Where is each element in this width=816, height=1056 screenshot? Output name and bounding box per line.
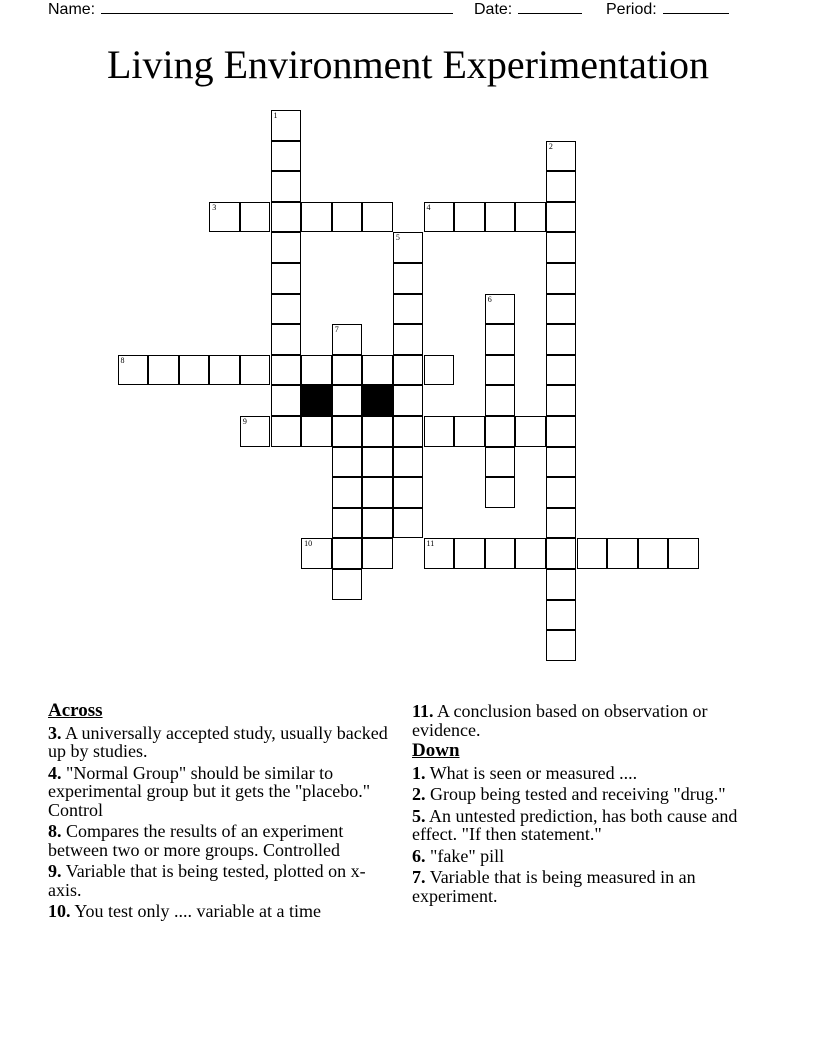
grid-cell[interactable] [546, 263, 577, 294]
grid-cell[interactable] [332, 324, 363, 355]
grid-cell[interactable] [271, 110, 302, 141]
name-label: Name: [48, 1, 96, 18]
grid-cell[interactable] [485, 538, 516, 569]
grid-cell[interactable] [271, 416, 302, 447]
clue-across-8: 8. Compares the results of an experiment between two or more groups. Controlled [48, 821, 344, 860]
clue-number: 8 [120, 355, 125, 365]
grid-cell[interactable] [271, 232, 302, 263]
clue-down-1: 1. What is seen or measured .... [412, 762, 638, 783]
clue-number: 1 [273, 111, 278, 120]
grid-cell[interactable] [424, 416, 455, 447]
grid-cell[interactable] [485, 385, 516, 416]
down-heading: Down [412, 740, 460, 761]
grid-cell[interactable] [393, 477, 424, 508]
grid-cell[interactable] [485, 294, 516, 325]
grid-cell[interactable] [638, 538, 669, 569]
grid-cell[interactable] [454, 538, 485, 569]
clue-number: 3 [212, 202, 217, 212]
grid-cell[interactable] [546, 600, 577, 631]
clue-down-5: 5. An untested prediction, has both cause and effect. "If then statement." [412, 805, 738, 844]
grid-cell[interactable] [393, 294, 424, 325]
grid-cell[interactable] [607, 538, 638, 569]
grid-cell[interactable] [393, 263, 424, 294]
grid-cell[interactable] [546, 630, 577, 661]
grid-cell[interactable] [271, 324, 302, 355]
grid-cell[interactable] [454, 202, 485, 233]
grid-cell[interactable] [362, 508, 393, 539]
period-label: Period: [606, 1, 657, 18]
grid-cell[interactable] [393, 324, 424, 355]
clue-number: 4 [426, 202, 431, 212]
grid-cell[interactable] [240, 355, 271, 386]
clue-across-9: 9. Variable that is being tested, plotted on x-axis. [48, 861, 366, 900]
grid-cell[interactable] [332, 508, 363, 539]
grid-cell[interactable] [546, 416, 577, 447]
grid-cell[interactable] [424, 202, 455, 233]
grid-cell[interactable] [332, 569, 363, 600]
grid-cell[interactable] [271, 294, 302, 325]
grid-cell[interactable] [271, 355, 302, 386]
clue-across-10: 10. You test only .... variable at a time [48, 901, 321, 921]
grid-cell[interactable] [209, 355, 240, 386]
clue-number: 11 [426, 539, 435, 549]
grid-cell[interactable] [332, 355, 363, 386]
grid-cell[interactable] [240, 202, 271, 233]
grid-cell[interactable] [424, 538, 455, 569]
black-square [301, 385, 332, 416]
clue-across-3: 3. A universally accepted study, usually backed up by studies. [48, 722, 388, 761]
grid-cell[interactable] [362, 416, 393, 447]
grid-cell[interactable] [546, 508, 577, 539]
grid-cell[interactable] [546, 202, 577, 233]
grid-cell[interactable] [485, 202, 516, 233]
grid-cell[interactable] [362, 538, 393, 569]
clue-number: 7 [334, 325, 339, 335]
clue-number: 5 [395, 233, 400, 243]
page-title: Living Environment Experimentation [106, 42, 710, 87]
grid-cell[interactable] [301, 355, 332, 386]
clue-down-7: 7. Variable that is being measured in an experiment. [412, 867, 696, 906]
grid-cell[interactable] [301, 202, 332, 233]
clue-number: 10 [304, 539, 313, 549]
clue-down-6: 6. "fake" pill [412, 845, 505, 866]
grid-cell[interactable] [546, 385, 577, 416]
clue-across-11: 11. A conclusion based on observation or evidence. [412, 701, 708, 740]
clue-down-2: 2. Group being tested and receiving "drug." [412, 784, 726, 804]
grid-cell[interactable] [577, 538, 608, 569]
grid-cell[interactable] [301, 538, 332, 569]
date-label: Date: [474, 1, 513, 18]
grid-cell[interactable] [148, 355, 179, 386]
grid-cell[interactable] [362, 202, 393, 233]
grid-cell[interactable] [393, 355, 424, 386]
grid-cell[interactable] [362, 355, 393, 386]
grid-cell[interactable] [332, 202, 363, 233]
grid-cell[interactable] [546, 477, 577, 508]
clue-across-4: 4. "Normal Group" should be similar to experimental group but it gets the "placebo." Control [48, 762, 371, 820]
black-square [362, 385, 393, 416]
clue-number: 6 [487, 294, 492, 304]
grid-cell[interactable] [546, 171, 577, 202]
grid-cell[interactable] [393, 232, 424, 263]
grid-cell[interactable] [393, 447, 424, 478]
grid-cell[interactable] [485, 416, 516, 447]
grid-cell[interactable] [393, 416, 424, 447]
grid-cell[interactable] [546, 355, 577, 386]
grid-cell[interactable] [179, 355, 210, 386]
grid-cell[interactable] [301, 416, 332, 447]
grid-cell[interactable] [332, 447, 363, 478]
grid-cell[interactable] [485, 324, 516, 355]
clue-number: 9 [242, 417, 247, 426]
grid-cell[interactable] [240, 416, 271, 447]
grid-cell[interactable] [271, 202, 302, 233]
grid-cell[interactable] [271, 263, 302, 294]
grid-cell[interactable] [118, 355, 149, 386]
grid-cell[interactable] [393, 385, 424, 416]
grid-cell[interactable] [271, 171, 302, 202]
grid-cell[interactable] [362, 477, 393, 508]
grid-cell[interactable] [546, 324, 577, 355]
clues-right-column [412, 702, 768, 908]
grid-cell[interactable] [515, 416, 546, 447]
grid-cell[interactable] [546, 447, 577, 478]
grid-cell[interactable] [515, 202, 546, 233]
grid-cell[interactable] [362, 447, 393, 478]
grid-cell[interactable] [546, 569, 577, 600]
grid-cell[interactable] [271, 385, 302, 416]
grid-cell[interactable] [332, 538, 363, 569]
grid-cell[interactable] [271, 141, 302, 172]
clues-left-column [48, 702, 392, 924]
grid-cell[interactable] [332, 416, 363, 447]
grid-cell[interactable] [454, 416, 485, 447]
grid-cell[interactable] [209, 202, 240, 233]
grid-cell[interactable] [515, 538, 546, 569]
grid-cell[interactable] [485, 447, 516, 478]
clue-number: 2 [548, 141, 553, 151]
grid-cell[interactable] [546, 232, 577, 263]
across-heading: Across [48, 700, 103, 721]
grid-cell[interactable] [332, 385, 363, 416]
grid-cell[interactable] [424, 355, 455, 386]
grid-cell[interactable] [546, 141, 577, 172]
grid-cell[interactable] [332, 477, 363, 508]
grid-cell[interactable] [668, 538, 699, 569]
grid-cell[interactable] [393, 508, 424, 539]
grid-cell[interactable] [546, 538, 577, 569]
grid-cell[interactable] [485, 477, 516, 508]
grid-cell[interactable] [546, 294, 577, 325]
grid-cell[interactable] [485, 355, 516, 386]
